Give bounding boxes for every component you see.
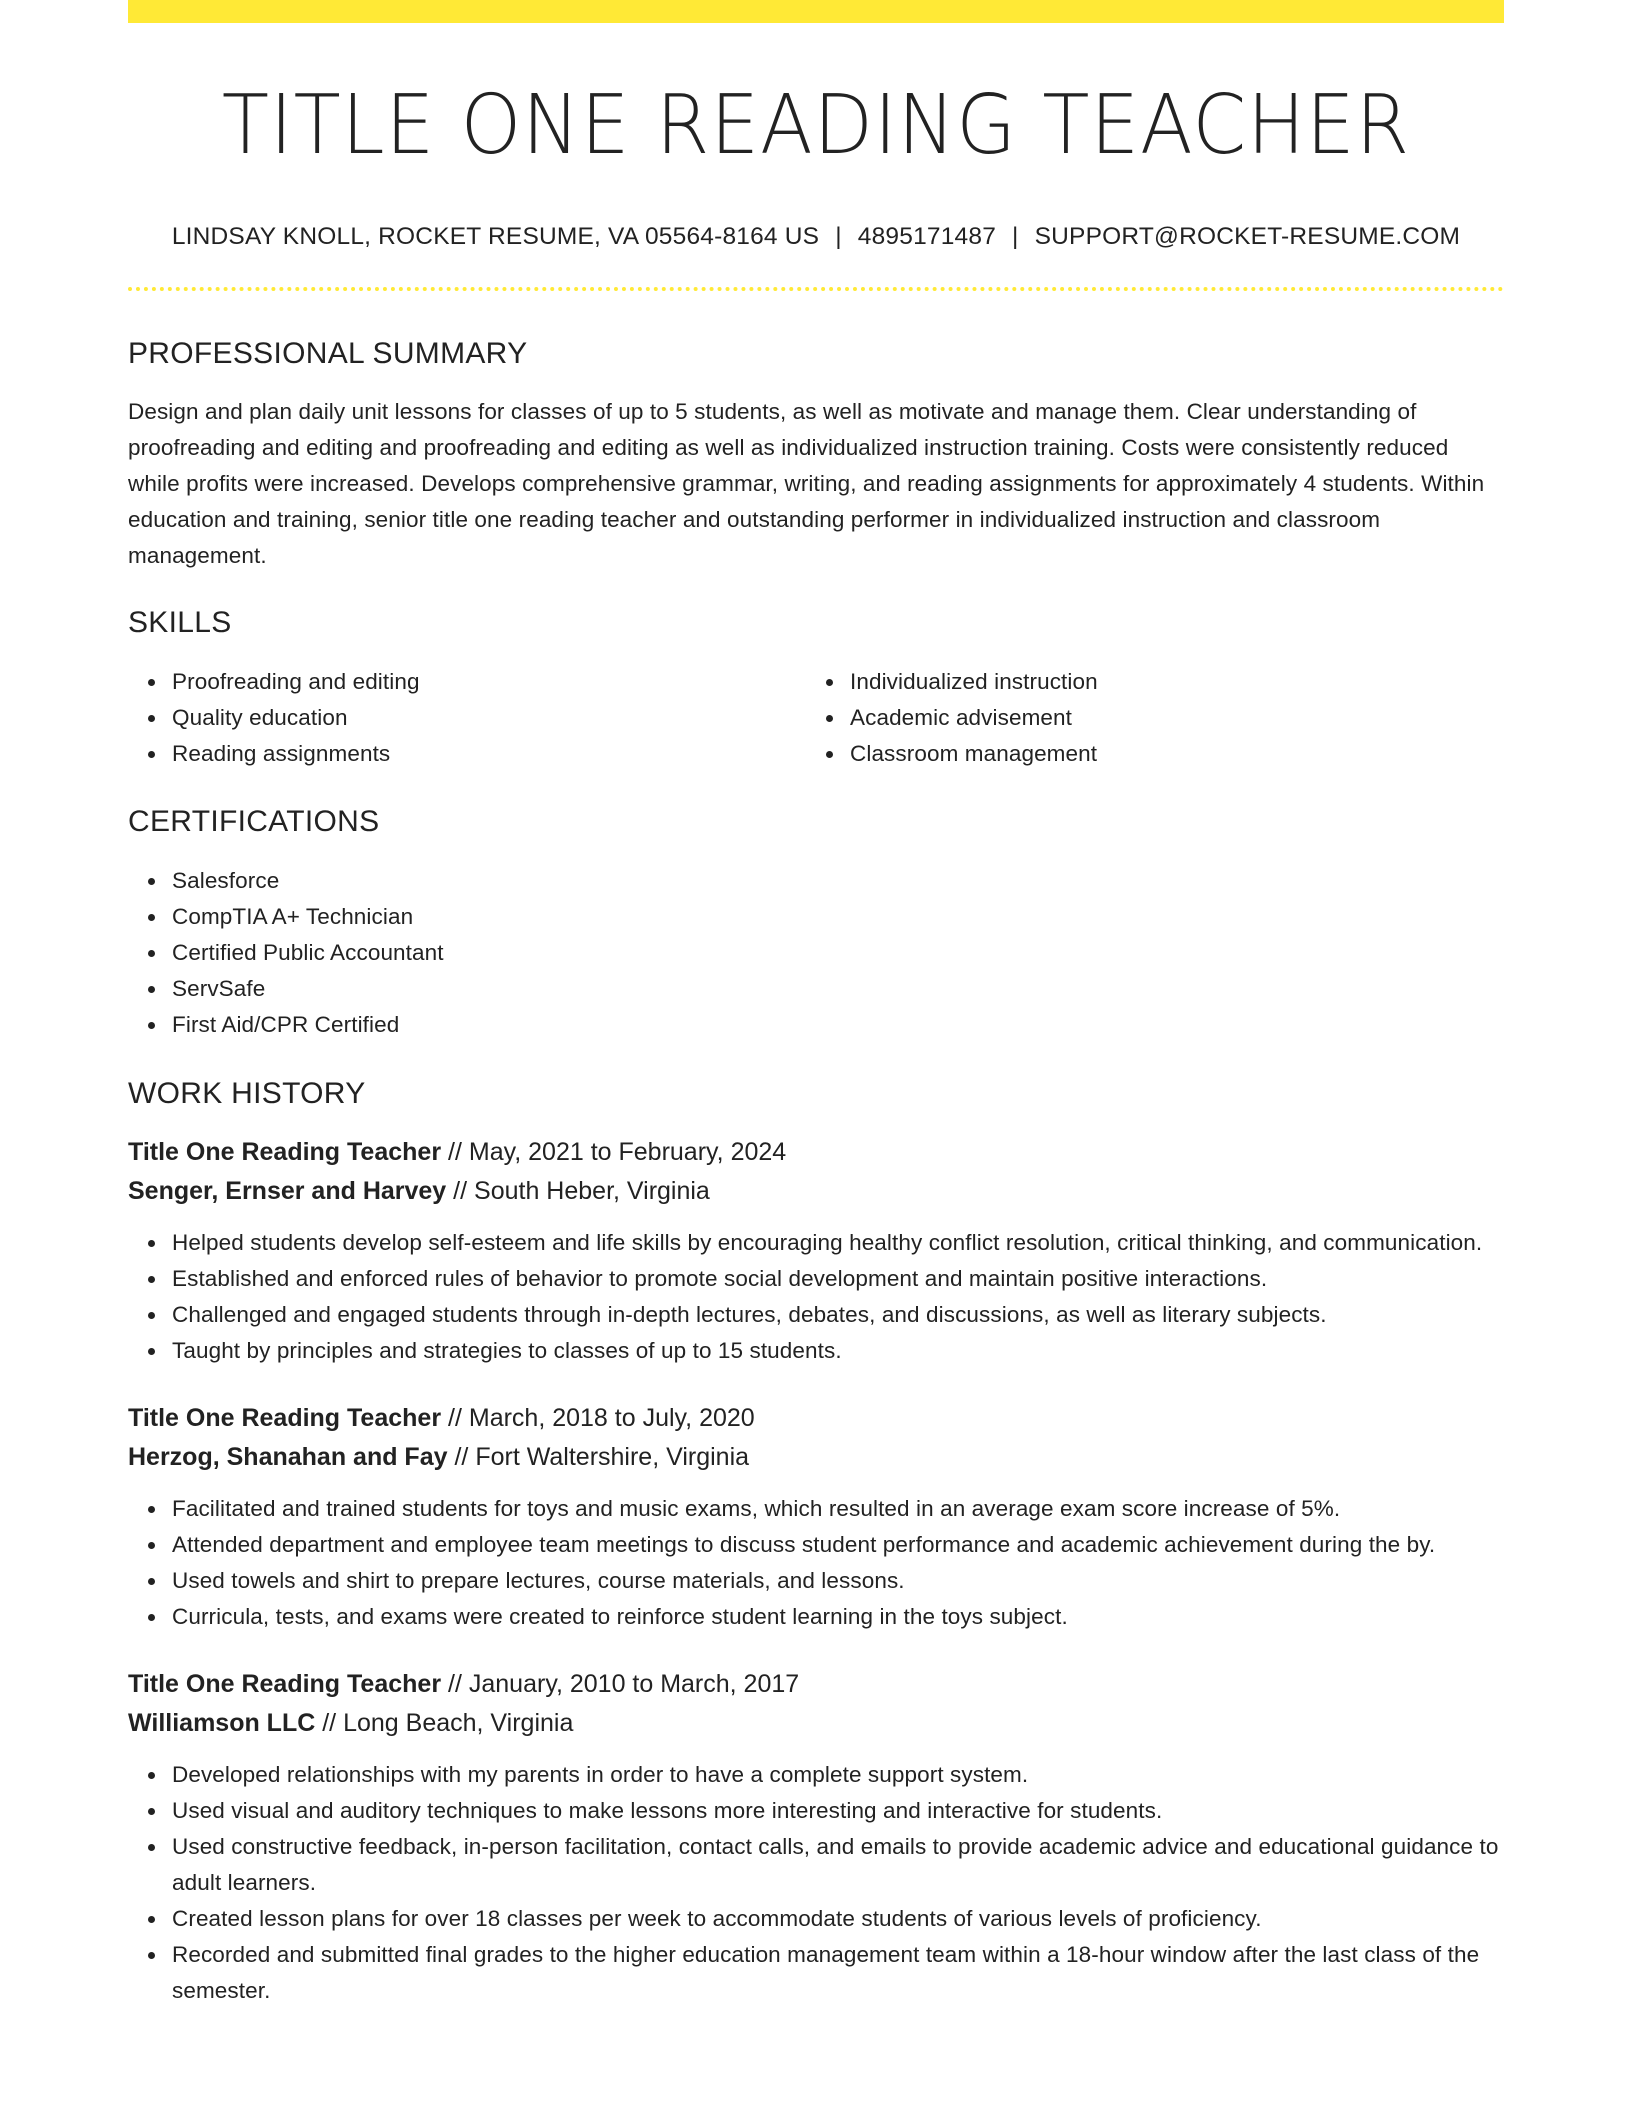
job-role: Title One Reading Teacher xyxy=(128,1403,442,1432)
contact-phone: 4895171487 xyxy=(857,223,997,250)
job-dates: January, 2010 to March, 2017 xyxy=(468,1669,800,1698)
job-bullets xyxy=(128,1225,1504,1369)
job-bullet: Facilitated and trained students for toys and music exams, which resulted in an average exam score increase of 5%. xyxy=(172,1491,1504,1527)
job-bullets xyxy=(128,1491,1504,1635)
job-entry xyxy=(128,1133,1504,1369)
summary-heading: PROFESSIONAL SUMMARY xyxy=(128,336,528,370)
certifications-heading: CERTIFICATIONS xyxy=(128,804,380,838)
skills-heading: SKILLS xyxy=(128,605,232,639)
job-company-line xyxy=(128,1704,1504,1743)
job-location: Long Beach, Virginia xyxy=(343,1708,574,1737)
summary-text: Design and plan daily unit lessons for classes of up to 5 students, as well as motivate and manage them. Clear understanding of proofreading and editing and proofreading and editing as well as individualized instruction training. Costs were consistently reduced while profits were increased. Develops comprehensive grammar, writing, and reading assignments for approximately 4 students. Within education and training, senior title one reading teacher and outstanding performer in individualized instruction and classroom management. xyxy=(128,398,1485,568)
job-dates: March, 2018 to July, 2020 xyxy=(468,1403,755,1432)
job-bullet: Curricula, tests, and exams were created to reinforce student learning in the toys subject. xyxy=(172,1599,1504,1635)
skill-item: Individualized instruction xyxy=(850,664,1484,700)
job-bullet: Used towels and shirt to prepare lectures, course materials, and lessons. xyxy=(172,1563,1504,1599)
job-separator: // xyxy=(448,1403,462,1432)
skills-column-left xyxy=(128,664,806,772)
job-bullet: Helped students develop self-esteem and life skills by encouraging healthy conflict resolution, critical thinking, and communication. xyxy=(172,1225,1504,1261)
skill-item: Proofreading and editing xyxy=(172,664,806,700)
skill-item: Academic advisement xyxy=(850,700,1484,736)
certification-item: CompTIA A+ Technician xyxy=(172,899,1504,935)
job-entry xyxy=(128,1399,1504,1635)
skill-item: Classroom management xyxy=(850,736,1484,772)
skills-list xyxy=(128,664,1504,772)
job-separator: // xyxy=(448,1137,462,1166)
certification-item: First Aid/CPR Certified xyxy=(172,1007,1504,1043)
contact-line xyxy=(128,225,1504,250)
contact-email: SUPPORT@ROCKET-RESUME.COM xyxy=(1034,223,1461,250)
job-bullet: Recorded and submitted final grades to the higher education management team within a 18-hour window after the last class of the semester. xyxy=(172,1937,1504,2009)
contact-separator: | xyxy=(1012,223,1019,250)
job-bullet: Challenged and engaged students through in-depth lectures, debates, and discussions, as well as literary subjects. xyxy=(172,1297,1504,1333)
job-bullet: Developed relationships with my parents in order to have a complete support system. xyxy=(172,1757,1504,1793)
skill-item: Reading assignments xyxy=(172,736,806,772)
certification-item: Salesforce xyxy=(172,863,1504,899)
job-company-line xyxy=(128,1172,1504,1211)
job-separator: // xyxy=(448,1669,462,1698)
contact-address: LINDSAY KNOLL, ROCKET RESUME, VA 05564-8164 US xyxy=(171,223,820,250)
certification-item: Certified Public Accountant xyxy=(172,935,1504,971)
job-role: Title One Reading Teacher xyxy=(128,1669,442,1698)
job-bullet: Used constructive feedback, in-person facilitation, contact calls, and emails to provide academic advice and educational guidance to adult learners. xyxy=(172,1829,1504,1901)
certifications-list xyxy=(128,863,1504,1043)
job-bullet: Used visual and auditory techniques to make lessons more interesting and interactive for students. xyxy=(172,1793,1504,1829)
job-bullet: Attended department and employee team meetings to discuss student performance and academic achievement during the by. xyxy=(172,1527,1504,1563)
job-separator: // xyxy=(454,1442,469,1471)
job-title-line xyxy=(128,1133,1504,1172)
job-company-line xyxy=(128,1438,1504,1477)
job-bullet: Taught by principles and strategies to classes of up to 15 students. xyxy=(172,1333,1504,1369)
dotted-divider xyxy=(128,287,1504,291)
job-role: Title One Reading Teacher xyxy=(128,1137,442,1166)
skills-column-right xyxy=(806,664,1484,772)
job-separator: // xyxy=(453,1176,468,1205)
resume-title: TITLE ONE READING TEACHER xyxy=(221,78,1411,173)
job-location: South Heber, Virginia xyxy=(474,1176,710,1205)
job-bullet: Created lesson plans for over 18 classes per week to accommodate students of various levels of proficiency. xyxy=(172,1901,1504,1937)
skill-item: Quality education xyxy=(172,700,806,736)
job-separator: // xyxy=(322,1708,337,1737)
contact-separator: | xyxy=(835,223,842,250)
job-dates: May, 2021 to February, 2024 xyxy=(468,1137,787,1166)
job-bullet: Established and enforced rules of behavior to promote social development and maintain positive interactions. xyxy=(172,1261,1504,1297)
work-history-heading: WORK HISTORY xyxy=(128,1076,366,1110)
job-company: Herzog, Shanahan and Fay xyxy=(128,1442,448,1471)
job-title-line xyxy=(128,1665,1504,1704)
job-company: Williamson LLC xyxy=(128,1708,316,1737)
job-bullets xyxy=(128,1757,1504,2009)
job-entry xyxy=(128,1665,1504,2009)
job-company: Senger, Ernser and Harvey xyxy=(128,1176,447,1205)
resume-page xyxy=(128,0,1504,2009)
accent-top-bar xyxy=(128,0,1504,23)
certification-item: ServSafe xyxy=(172,971,1504,1007)
job-location: Fort Waltershire, Virginia xyxy=(475,1442,750,1471)
job-title-line xyxy=(128,1399,1504,1438)
